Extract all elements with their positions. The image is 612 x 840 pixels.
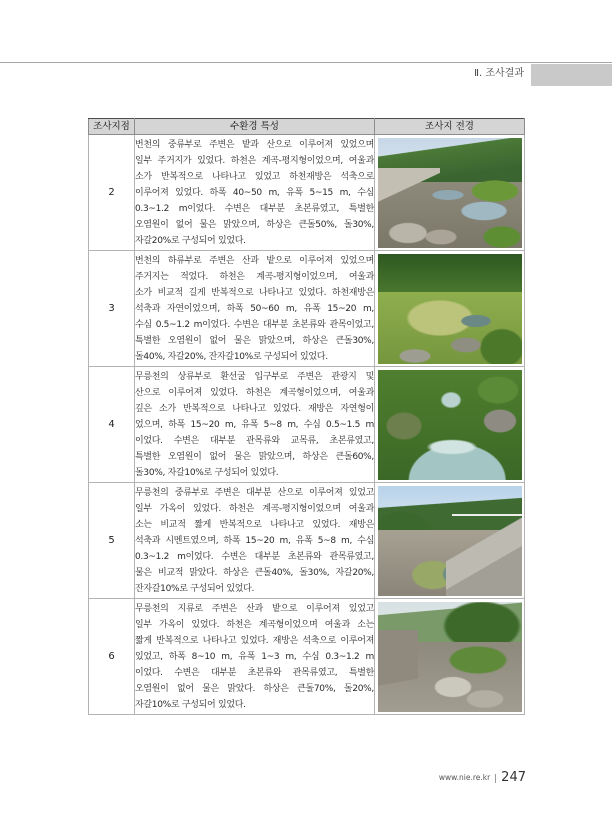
description-line: 무릉천의 지류로 주변은 산과 밭으로 이루어져 있었고 [135,603,374,614]
site-photo-cell [375,599,525,715]
header-rule [0,62,612,63]
description-line: 소는 비교적 짧게 반복적으로 나타나고 있었다. 재방은 [135,519,374,530]
description-line: 특별한 오염원이 없어 물은 맑았으며, 하상은 큰돌30%, [135,335,374,346]
description-line: 번천의 중류부로 주변은 밭과 산으로 이루어져 있었으며 [135,139,374,150]
description-line: 0.3~1.2 m이었다. 수변은 대부분 초본류였고, 특별한 [135,203,374,214]
description-line: 었으며, 하폭 15~20 m, 유폭 5~8 m, 수심 0.5~1.5 m [135,419,374,430]
description-line: 주거지는 적었다. 하천은 계곡-평지형이었으며, 여울과 [135,271,374,282]
description-line: 무릉천의 상류부로 환선굴 입구부로 주변은 관광지 및 [135,371,374,382]
table-header-row [89,119,525,135]
site-photo-cell [375,483,525,599]
description-line: 산으로 이루어져 있었다. 하천은 계곡형이었으며, 여울과 [135,387,374,398]
site-photo [378,370,522,480]
description-line: 자갈20%로 구성되어 있었다. [135,235,246,246]
site-photo [378,138,522,248]
site-photo-cell [375,367,525,483]
site-photo-cell [375,135,525,251]
footer-url[interactable]: www.nie.re.kr [438,773,491,782]
table-row [89,483,525,599]
site-number: 3 [89,251,135,367]
description-line: 소가 반복적으로 나타나고 있었고 하천재방은 석축으로 [135,171,374,182]
site-description [135,599,375,715]
description-line: 특별한 오염원이 없어 물은 맑았으며, 하상은 큰돌60%, [135,451,374,462]
column-header-photo: 조사지 전경 [375,119,525,135]
site-description [135,483,375,599]
description-line: 일부 가옥이 있었다. 하천은 계곡형이었으며 여울과 소는 [135,619,374,630]
site-description [135,251,375,367]
site-photo [378,486,522,596]
site-photo [378,254,522,364]
description-line: 잔자갈10%로 구성되어 있었다. [135,583,255,594]
description-line: 물은 비교적 맑았다. 하상은 큰돌40%, 돌30%, 자갈20%, [135,567,374,578]
table-row [89,599,525,715]
table-row [89,251,525,367]
site-description [135,135,375,251]
table-row [89,367,525,483]
column-header-description: 수환경 특성 [135,119,375,135]
description-line: 있었고, 하폭 8~10 m, 유폭 1~3 m, 수심 0.3~1.2 m [135,651,374,662]
site-photo [378,602,522,712]
description-line: 일부 가옥이 있었다. 하천은 계곡-평지형이었으며 여울과 [135,503,374,514]
page-number: 247 [501,770,526,785]
description-line: 무릉천의 중류부로 주변은 대부분 산으로 이루어져 있었고 [135,487,374,498]
footer-divider [495,774,496,783]
description-line: 이루어져 있었다. 하폭 40~50 m, 유폭 5~15 m, 수심 [135,187,374,198]
section-label: Ⅱ. 조사결과 [474,68,524,79]
description-line: 짧게 반복적으로 나타나고 있었다. 재방은 석축으로 이루어져 [135,635,374,646]
site-number: 4 [89,367,135,483]
description-line: 자갈10%로 구성되어 있었다. [135,699,246,710]
description-line: 돌30%, 자갈10%로 구성되어 있었다. [135,467,279,478]
description-line: 오염원이 없어 물은 맑았다. 하상은 큰돌70%, 돌20%, [135,683,374,694]
description-line: 소가 비교적 길게 반복적으로 나타나고 있었다. 하천재방은 [135,287,374,298]
page-footer [439,770,526,786]
column-header-site: 조사지점 [89,119,135,135]
description-line: 일부 주거지가 있었다. 하천은 계곡-평지형이었으며, 여울과 [135,155,374,166]
description-line: 이었다. 수변은 대부분 관목류와 교목류, 초본류였고, [135,435,374,446]
site-number: 2 [89,135,135,251]
table-row [89,135,525,251]
survey-site-table [88,118,525,715]
description-line: 이었다. 수변은 대부분 초본류와 관목류였고, 특별한 [135,667,374,678]
description-line: 석축과 시멘트였으며, 하폭 15~20 m, 유폭 5~8 m, 수심 [135,535,374,546]
description-line: 수심 0.5~1.2 m이었다. 수변은 대부분 초본류와 관목이었고, [135,319,374,330]
site-number: 6 [89,599,135,715]
description-line: 돌40%, 자갈20%, 잔자갈10%로 구성되어 있었다. [135,351,328,362]
description-line: 번천의 하류부로 주변은 산과 밭으로 이루어져 있었으며 [135,255,374,266]
section-tab [531,64,612,86]
description-line: 석축과 자연이었으며, 하폭 50~60 m, 유폭 15~20 m, [135,303,374,314]
description-line: 0.3~1.2 m이었다. 수변은 대부분 초본류와 관목류였고, [135,551,374,562]
site-number: 5 [89,483,135,599]
site-description [135,367,375,483]
description-line: 깊은 소가 반복적으로 나타나고 있었다. 재방은 자연형이 [135,403,374,414]
site-photo-cell [375,251,525,367]
description-line: 오염원이 없어 물은 맑았으며, 하상은 큰돌50%, 돌30%, [135,219,374,230]
